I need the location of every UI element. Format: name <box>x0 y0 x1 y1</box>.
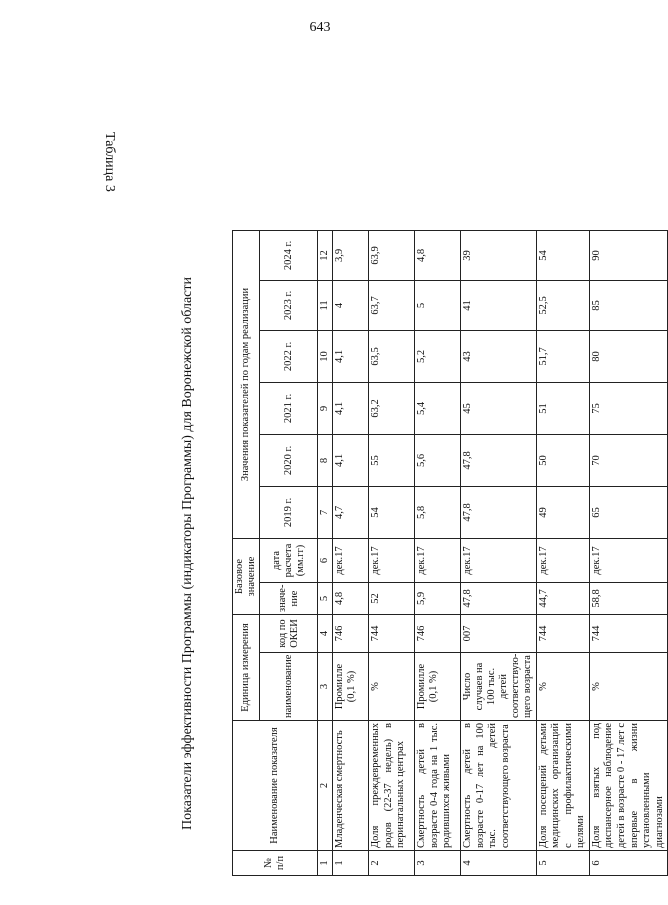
unit-name: % <box>369 653 415 721</box>
unit-name: % <box>589 653 668 721</box>
okei-code: 746 <box>333 614 369 652</box>
year-value: 50 <box>536 434 589 486</box>
year-value: 49 <box>536 486 589 538</box>
year-value: 51 <box>536 382 589 434</box>
column-number: 3 <box>318 653 333 721</box>
header-name: Наименование показателя <box>233 721 318 851</box>
unit-name: Промилле (0,1 %) <box>415 653 461 721</box>
base-value: 44,7 <box>536 582 589 614</box>
base-value: 4,8 <box>333 582 369 614</box>
column-number: 10 <box>318 330 333 382</box>
base-date: дек.17 <box>369 538 415 582</box>
unit-name: Число случаев на 100 тыс. детей соответствую-щего возраста <box>461 653 536 721</box>
table-row <box>536 230 589 875</box>
column-number: 12 <box>318 230 333 280</box>
header-year: 2019 г. <box>260 486 318 538</box>
header-year: 2020 г. <box>260 434 318 486</box>
unit-name: % <box>536 653 589 721</box>
base-value: 5,9 <box>415 582 461 614</box>
year-value: 85 <box>589 280 668 330</box>
column-number: 1 <box>318 851 333 876</box>
year-value: 4,8 <box>415 230 461 280</box>
page-number: 643 <box>309 20 331 35</box>
header-unit-code: код по ОКЕИ <box>260 614 318 652</box>
year-value: 63,2 <box>369 382 415 434</box>
row-num: 2 <box>369 851 415 876</box>
row-num: 6 <box>589 851 668 876</box>
row-num: 5 <box>536 851 589 876</box>
year-value: 47,8 <box>461 434 536 486</box>
year-value: 4 <box>333 280 369 330</box>
column-number: 5 <box>318 582 333 614</box>
okei-code: 007 <box>461 614 536 652</box>
header-year: 2021 г. <box>260 382 318 434</box>
table-title: Показатели эффективности Программы (индикаторы Программы) для Воронежской области <box>180 277 195 831</box>
okei-code: 746 <box>415 614 461 652</box>
table-row <box>415 230 461 875</box>
indicator-name: Доля преждевременных родов (22-37 недель) в перинатальных центрах <box>369 721 415 851</box>
table-label: Таблица 3 <box>102 132 117 192</box>
header-year: 2022 г. <box>260 330 318 382</box>
year-value: 4,1 <box>333 434 369 486</box>
base-date: дек.17 <box>536 538 589 582</box>
row-num: 4 <box>461 851 536 876</box>
header-base-value: значе-ние <box>260 582 318 614</box>
column-number-row <box>318 230 333 875</box>
year-value: 4,7 <box>333 486 369 538</box>
year-value: 5,8 <box>415 486 461 538</box>
year-value: 54 <box>536 230 589 280</box>
year-value: 75 <box>589 382 668 434</box>
year-value: 55 <box>369 434 415 486</box>
header-years-group: Значения показателей по годам реализации <box>233 230 260 538</box>
column-number: 4 <box>318 614 333 652</box>
year-value: 65 <box>589 486 668 538</box>
base-date: дек.17 <box>461 538 536 582</box>
okei-code: 744 <box>589 614 668 652</box>
base-value: 58,8 <box>589 582 668 614</box>
indicator-name: Доля взятых под диспансерное наблюдение детей в возрасте 0 - 17 лет с впервые в жизни установленными диагнозами <box>589 721 668 851</box>
header-year: 2024 г. <box>260 230 318 280</box>
year-value: 63,7 <box>369 280 415 330</box>
year-value: 39 <box>461 230 536 280</box>
header-base-date: дата расчета (мм.гг) <box>260 538 318 582</box>
year-value: 41 <box>461 280 536 330</box>
unit-name: Промилле (0,1 %) <box>333 653 369 721</box>
year-value: 3,9 <box>333 230 369 280</box>
year-value: 5,6 <box>415 434 461 486</box>
okei-code: 744 <box>369 614 415 652</box>
column-number: 8 <box>318 434 333 486</box>
column-number: 2 <box>318 721 333 851</box>
table-row <box>333 230 369 875</box>
base-date: дек.17 <box>415 538 461 582</box>
row-num: 3 <box>415 851 461 876</box>
header-year: 2023 г. <box>260 280 318 330</box>
indicators-table <box>232 230 668 876</box>
year-value: 47,8 <box>461 486 536 538</box>
table-row <box>461 230 536 875</box>
year-value: 51,7 <box>536 330 589 382</box>
year-value: 5,2 <box>415 330 461 382</box>
okei-code: 744 <box>536 614 589 652</box>
indicator-name: Младенческая смертность <box>333 721 369 851</box>
base-value: 52 <box>369 582 415 614</box>
year-value: 63,5 <box>369 330 415 382</box>
column-number: 9 <box>318 382 333 434</box>
year-value: 45 <box>461 382 536 434</box>
base-value: 47,8 <box>461 582 536 614</box>
header-base-group: Базовое значение <box>233 538 260 614</box>
header-num: № п/п <box>233 851 318 876</box>
column-number: 7 <box>318 486 333 538</box>
base-date: дек.17 <box>333 538 369 582</box>
year-value: 80 <box>589 330 668 382</box>
column-number: 11 <box>318 280 333 330</box>
year-value: 4,1 <box>333 382 369 434</box>
year-value: 43 <box>461 330 536 382</box>
indicator-name: Доля посещений детьми медицинских организаций с профилактическими целями <box>536 721 589 851</box>
indicator-name: Смертность детей в возрасте 0-4 года на 1 тыс. родившихся живыми <box>415 721 461 851</box>
year-value: 54 <box>369 486 415 538</box>
year-value: 90 <box>589 230 668 280</box>
table-row <box>589 230 668 875</box>
indicator-name: Смертность детей в возрасте 0-17 лет на 100 тыс. детей соответствующего возраста <box>461 721 536 851</box>
rotated-table-page <box>180 231 665 876</box>
header-unit-name: наименование <box>260 653 318 721</box>
year-value: 63,9 <box>369 230 415 280</box>
year-value: 4,1 <box>333 330 369 382</box>
year-value: 70 <box>589 434 668 486</box>
base-date: дек.17 <box>589 538 668 582</box>
year-value: 5,4 <box>415 382 461 434</box>
table-row <box>369 230 415 875</box>
year-value: 5 <box>415 280 461 330</box>
column-number: 6 <box>318 538 333 582</box>
row-num: 1 <box>333 851 369 876</box>
header-unit-group: Единица измерения <box>233 614 260 720</box>
year-value: 52,5 <box>536 280 589 330</box>
